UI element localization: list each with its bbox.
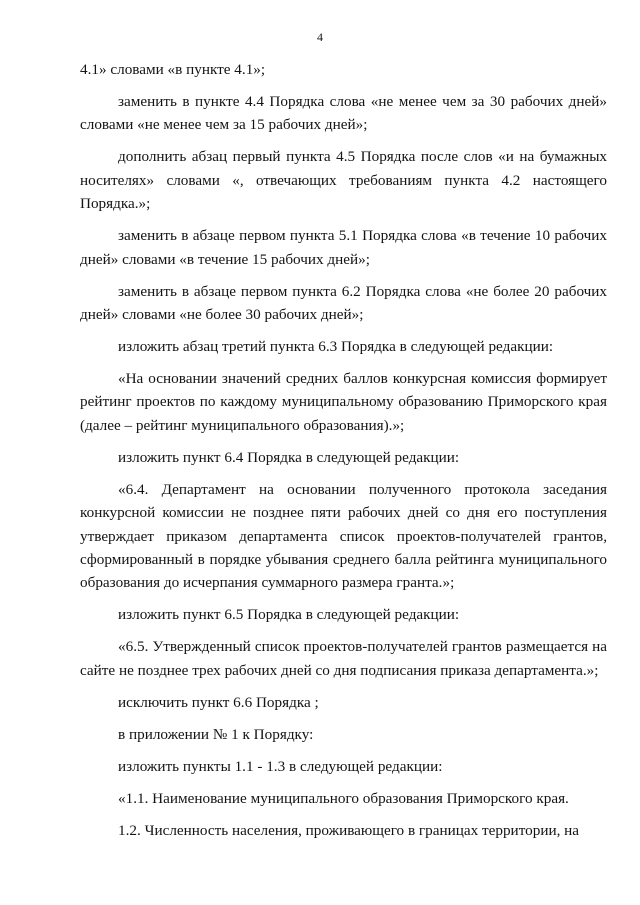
paragraph-6: изложить абзац третий пункта 6.3 Порядка в следующей редакции: — [118, 338, 554, 356]
paragraph-2: заменить в пункте 4.4 Порядка слова «не менее чем за 30 рабочих дней» словами «не менее чем за 15 рабочих дней»; — [80, 93, 607, 134]
paragraph-10: изложить пункт 6.5 Порядка в следующей редакции: — [118, 606, 460, 624]
paragraph-11: «6.5. Утвержденный список проектов-получателей грантов размещается на сайте не позднее трех рабочих дней со дня подписания приказа департамента.»; — [80, 638, 607, 679]
paragraph-5: заменить в абзаце первом пункта 6.2 Порядка слова «не более 20 рабочих дней» словами «не более 30 рабочих дней»; — [80, 282, 607, 324]
paragraph-4: заменить в абзаце первом пункта 5.1 Порядка слова «в течение 10 рабочих дней» словами «в течение 15 рабочих дней»; — [80, 227, 607, 268]
paragraph-14: изложить пункты 1.1 - 1.3 в следующей редакции: — [118, 757, 443, 775]
paragraph-8: изложить пункт 6.4 Порядка в следующей редакции: — [118, 448, 460, 466]
paragraph-1: 4.1» словами «в пункте 4.1»; — [80, 61, 266, 78]
page-number: 4 — [317, 30, 323, 44]
paragraph-3: дополнить абзац первый пункта 4.5 Порядка после слов «и на бумажных носителях» словами «, отвечающих требованиям пункта 4.2 настоящего Порядка.»; — [80, 148, 607, 213]
paragraph-15: «1.1. Наименование муниципального образования Приморского края. — [118, 789, 569, 807]
paragraph-9: «6.4. Департамент на основании полученного протокола заседания конкурсной комиссии не позднее пяти рабочих дней со дня его поступления утверждает приказом департамента список проектов-получателей грантов, сформированный в порядке убывания среднего балла рейтинга муниципального образования до исчерпания суммарного размера гранта.»; — [80, 480, 607, 592]
paragraph-13: в приложении № 1 к Порядку: — [118, 725, 314, 743]
paragraph-12: исключить пункт 6.6 Порядка ; — [118, 693, 319, 711]
document-body — [80, 58, 607, 842]
paragraph-16: 1.2. Численность населения, проживающего в границах территории, на — [118, 821, 580, 839]
paragraph-7: «На основании значений средних баллов конкурсная комиссия формирует рейтинг проектов по каждому муниципальному образованию Приморского края (далее – рейтинг муниципального образования).»; — [80, 370, 607, 434]
